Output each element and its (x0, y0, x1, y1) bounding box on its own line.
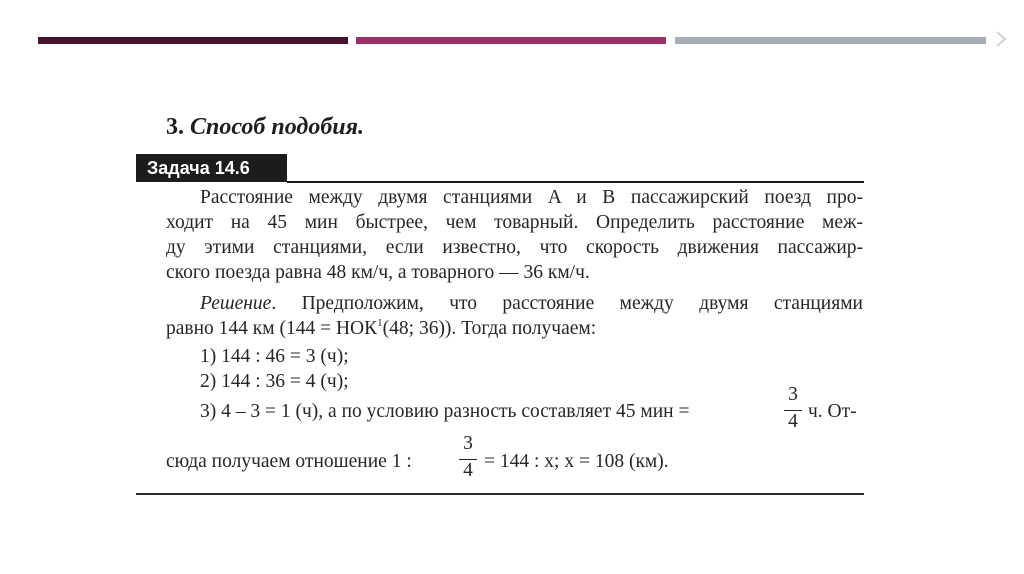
chevron-right-icon[interactable] (995, 30, 1007, 48)
problem-line-2: ходит на 45 мин быстрее, чем товарный. Определить расстояние меж- (166, 212, 863, 233)
fraction-denominator: 4 (788, 411, 798, 432)
bottom-rule (136, 493, 864, 495)
solution-line-1-text: . Предположим, что расстояние между двумя станциями (271, 293, 863, 314)
fraction-final (457, 433, 479, 488)
section-heading (166, 114, 364, 141)
section-title: Способ подобия. (190, 114, 365, 140)
fraction-denominator: 4 (463, 460, 473, 481)
accent-bar-1 (38, 37, 348, 44)
solution-step-1: 1) 144 : 46 = 3 (ч); (200, 346, 349, 367)
section-number: 3. (166, 114, 184, 140)
final-line-b: = 144 : x; x = 108 (км). (484, 451, 669, 472)
task-header-rule (287, 181, 864, 183)
fraction-step-3 (782, 384, 804, 439)
footnote-marker: 1 (377, 317, 383, 329)
task-label: Задача 14.6 (136, 154, 287, 182)
problem-line-1: Расстояние между двумя станциями A и B пассажирский поезд про- (200, 187, 863, 208)
solution-line-1 (200, 292, 863, 316)
solution-line-2-a: равно 144 км (144 = НОК (166, 318, 378, 339)
fraction-numerator: 3 (463, 433, 473, 454)
problem-line-3: ду этими станциями, если известно, что скорость движения пассажир- (166, 237, 863, 258)
accent-bar-2 (356, 37, 666, 44)
solution-step-2: 2) 144 : 36 = 4 (ч); (200, 371, 349, 392)
final-line-a: сюда получаем отношение 1 : (166, 451, 412, 472)
solution-line-2 (166, 317, 596, 341)
solution-step-3: 3) 4 – 3 = 1 (ч), а по условию разность составляет 45 мин = (200, 401, 690, 422)
solution-line-2-b: (48; 36)). Тогда получаем: (382, 318, 597, 339)
fraction-numerator: 3 (788, 384, 798, 405)
problem-line-4: ского поезда равна 48 км/ч, а товарного — 36 км/ч. (166, 262, 590, 283)
accent-bar-3 (675, 37, 986, 44)
solution-step-3-tail: ч. От- (808, 401, 857, 422)
document-page (136, 104, 864, 496)
solution-label: Решение (200, 293, 272, 314)
